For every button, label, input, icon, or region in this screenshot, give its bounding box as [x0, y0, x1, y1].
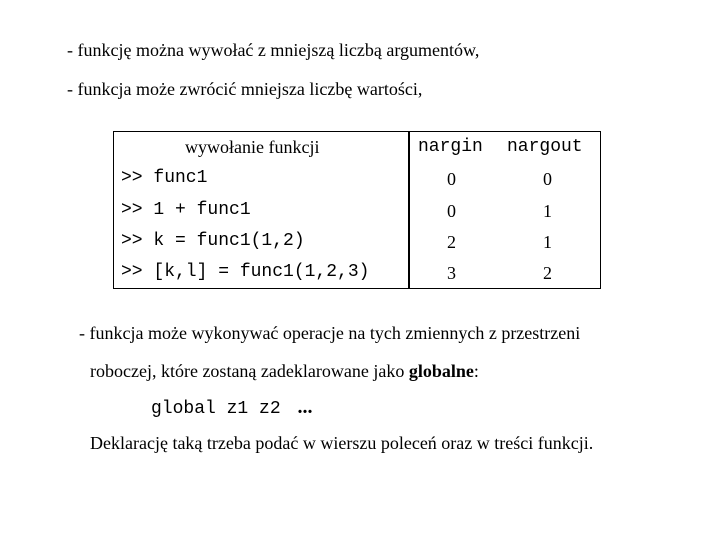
- global-code: global z1 z2: [151, 399, 281, 419]
- table-row-call: >> k = func1(1,2): [121, 231, 305, 251]
- table-row-nargout: 2: [543, 263, 552, 283]
- table-row-nargin: 0: [447, 169, 456, 189]
- bullet-2: - funkcja może zwrócić mniejsza liczbę wartości,: [67, 79, 423, 99]
- global-keyword: globalne: [408, 361, 474, 381]
- table-row-nargin: 2: [447, 232, 456, 252]
- global-code-line: [151, 396, 312, 419]
- table-row-nargout: 1: [543, 232, 552, 252]
- global-para-prefix: roboczej, które zostaną zadeklarowane jako: [90, 361, 409, 381]
- global-note: Deklarację taką trzeba podać w wierszu poleceń oraz w treści funkcji.: [90, 433, 594, 453]
- table-row-nargout: 1: [543, 201, 552, 221]
- global-para-line-1: - funkcja może wykonywać operacje na tych zmiennych z przestrzeni: [79, 323, 581, 343]
- table-row-call: >> 1 + func1: [121, 200, 251, 220]
- header-call: wywołanie funkcji: [185, 137, 320, 157]
- bullet-1: - funkcję można wywołać z mniejszą liczbą argumentów,: [67, 40, 480, 60]
- table-row-nargin: 0: [447, 201, 456, 221]
- table-row-nargin: 3: [447, 263, 456, 283]
- table-row-call: >> [k,l] = func1(1,2,3): [121, 262, 370, 282]
- global-para-suffix: :: [473, 361, 479, 381]
- table-row-call: >> func1: [121, 168, 208, 188]
- header-nargin: nargin: [418, 137, 483, 157]
- table-row-nargout: 0: [543, 169, 552, 189]
- header-nargout: nargout: [507, 137, 583, 157]
- global-code-dots: ...: [297, 396, 313, 418]
- global-para-line-2: [90, 361, 479, 382]
